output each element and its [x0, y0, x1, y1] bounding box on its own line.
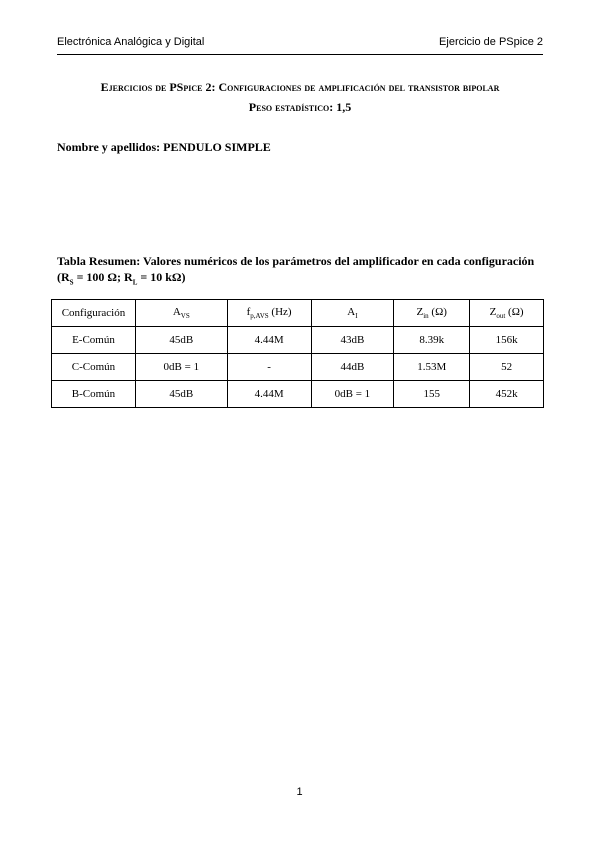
page-number: 1 [296, 786, 303, 798]
table-cell: 1.53M [394, 354, 470, 381]
col-header-avs: $A_{VS}$ [135, 300, 227, 327]
header-exercise-title: Ejercicio de PSpice 2 [439, 36, 543, 48]
table-cell: 156k [470, 327, 544, 354]
table-cell: 43dB [311, 327, 394, 354]
table-cell: C-Común [52, 354, 136, 381]
table-cell: 45dB [135, 381, 227, 408]
table-cell: 44dB [311, 354, 394, 381]
table-cell: E-Común [52, 327, 136, 354]
page-header [57, 36, 543, 55]
header-course-title: Electrónica Analógica y Digital [57, 36, 205, 48]
table-row [52, 327, 544, 354]
table-cell: 0dB = 1 [135, 354, 227, 381]
summary-table [51, 299, 544, 408]
table-cell: - [227, 354, 311, 381]
col-header-ai: $A_I$ [311, 300, 394, 327]
col-header-zout: $Z_{out}$ (Ω) [470, 300, 544, 327]
col-header-zin: $Z_{in}$ (Ω) [394, 300, 470, 327]
statistical-weight: Peso estadístico: 1,5 [248, 100, 352, 114]
table-row [52, 354, 544, 381]
table-cell: 4.44M [227, 327, 311, 354]
table-cell: 452k [470, 381, 544, 408]
table-cell: 4.44M [227, 381, 311, 408]
caption-line-2: ($R_S = 100$ Ω; $R_L = 10$ kΩ) [57, 270, 186, 287]
table-caption [57, 253, 543, 290]
student-name: Nombre y apellidos: PENDULO SIMPLE [57, 140, 271, 154]
table-cell: 155 [394, 381, 470, 408]
table-cell: 8.39k [394, 327, 470, 354]
table-row [52, 381, 544, 408]
caption-line-1: Tabla Resumen: Valores numéricos de los parámetros del amplificador en cada configuración [57, 254, 535, 268]
col-header-config: Configuración [52, 300, 136, 327]
table-cell: B-Común [52, 381, 136, 408]
exercise-title: Ejercicios de PSpice 2: Configuraciones de amplificación del transistor bipolar [100, 80, 500, 94]
table-cell: 0dB = 1 [311, 381, 394, 408]
table-header-row [52, 300, 544, 327]
table-cell: 52 [470, 354, 544, 381]
table-cell: 45dB [135, 327, 227, 354]
col-header-fp: $f_{p,AVS}$ (Hz) [227, 300, 311, 327]
